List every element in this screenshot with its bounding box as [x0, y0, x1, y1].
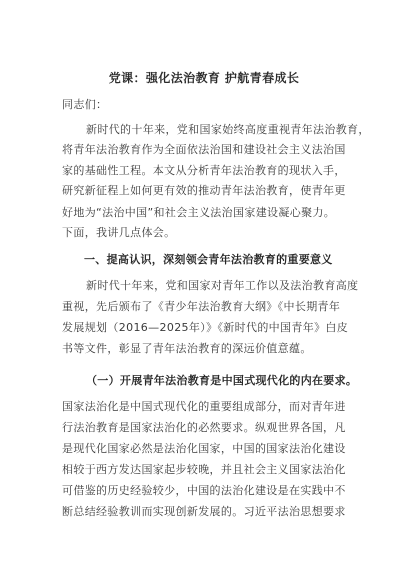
subsection-line: 国家法治化是中国式现代化的重要组成部分，而对青年进 — [62, 400, 346, 413]
document-title: 党课：强化法治教育 护航青春成长 — [108, 71, 300, 85]
intro-line: 研究新征程上如何更有效的推动青年法治教育，使青年更 — [62, 184, 346, 197]
section-line: 发展规划（2016—2025年）》《新时代的中国青年》白皮 — [62, 321, 349, 334]
section-heading: 一、提高认识，深刻领会青年法治教育的重要意义 — [84, 253, 333, 266]
intro-line: 将青年法治教育作为全面依法治国和建设社会主义法治国 — [62, 143, 346, 156]
subsection-line: 可借鉴的历史经验较少，中国的法治化建设是在实践中不 — [62, 484, 346, 497]
subsection-line: 行法治教育是国家法治化的必然要求。纵观世界各国，凡 — [62, 421, 346, 434]
subsection-line: 断总结经验教训而实现创新发展的。习近平法治思想要求 — [62, 505, 346, 518]
section-line: 重视，先后颁布了《青少年法治教育大纲》《中长期青年 — [62, 300, 341, 313]
section-line: 书等文件，彰显了青年法治教育的深远价值意蕴。 — [62, 342, 312, 355]
subsection-line: 相较于西方发达国家起步较晚，并且社会主义国家法治化 — [62, 463, 346, 476]
intro-line: 新时代的十年来，党和国家始终高度重视青年法治教育， — [86, 123, 370, 136]
subsection-heading: （一）开展青年法治教育是中国式现代化的内在要求。 — [86, 374, 358, 387]
intro-line: 家的基础性工程。本文从分析青年法治教育的现状入手， — [62, 164, 346, 177]
subsection-line: 是现代化国家必然是法治化国家，中国的国家法治化建设 — [62, 442, 346, 455]
salutation: 同志们： — [62, 98, 108, 111]
intro-line: 下面，我讲几点体会。 — [62, 226, 176, 239]
intro-line: 好地为“法治中国”和社会主义法治国家建设凝心聚力。 — [62, 206, 336, 219]
section-line: 新时代十年来，党和国家对青年工作以及法治教育高度 — [86, 279, 359, 292]
